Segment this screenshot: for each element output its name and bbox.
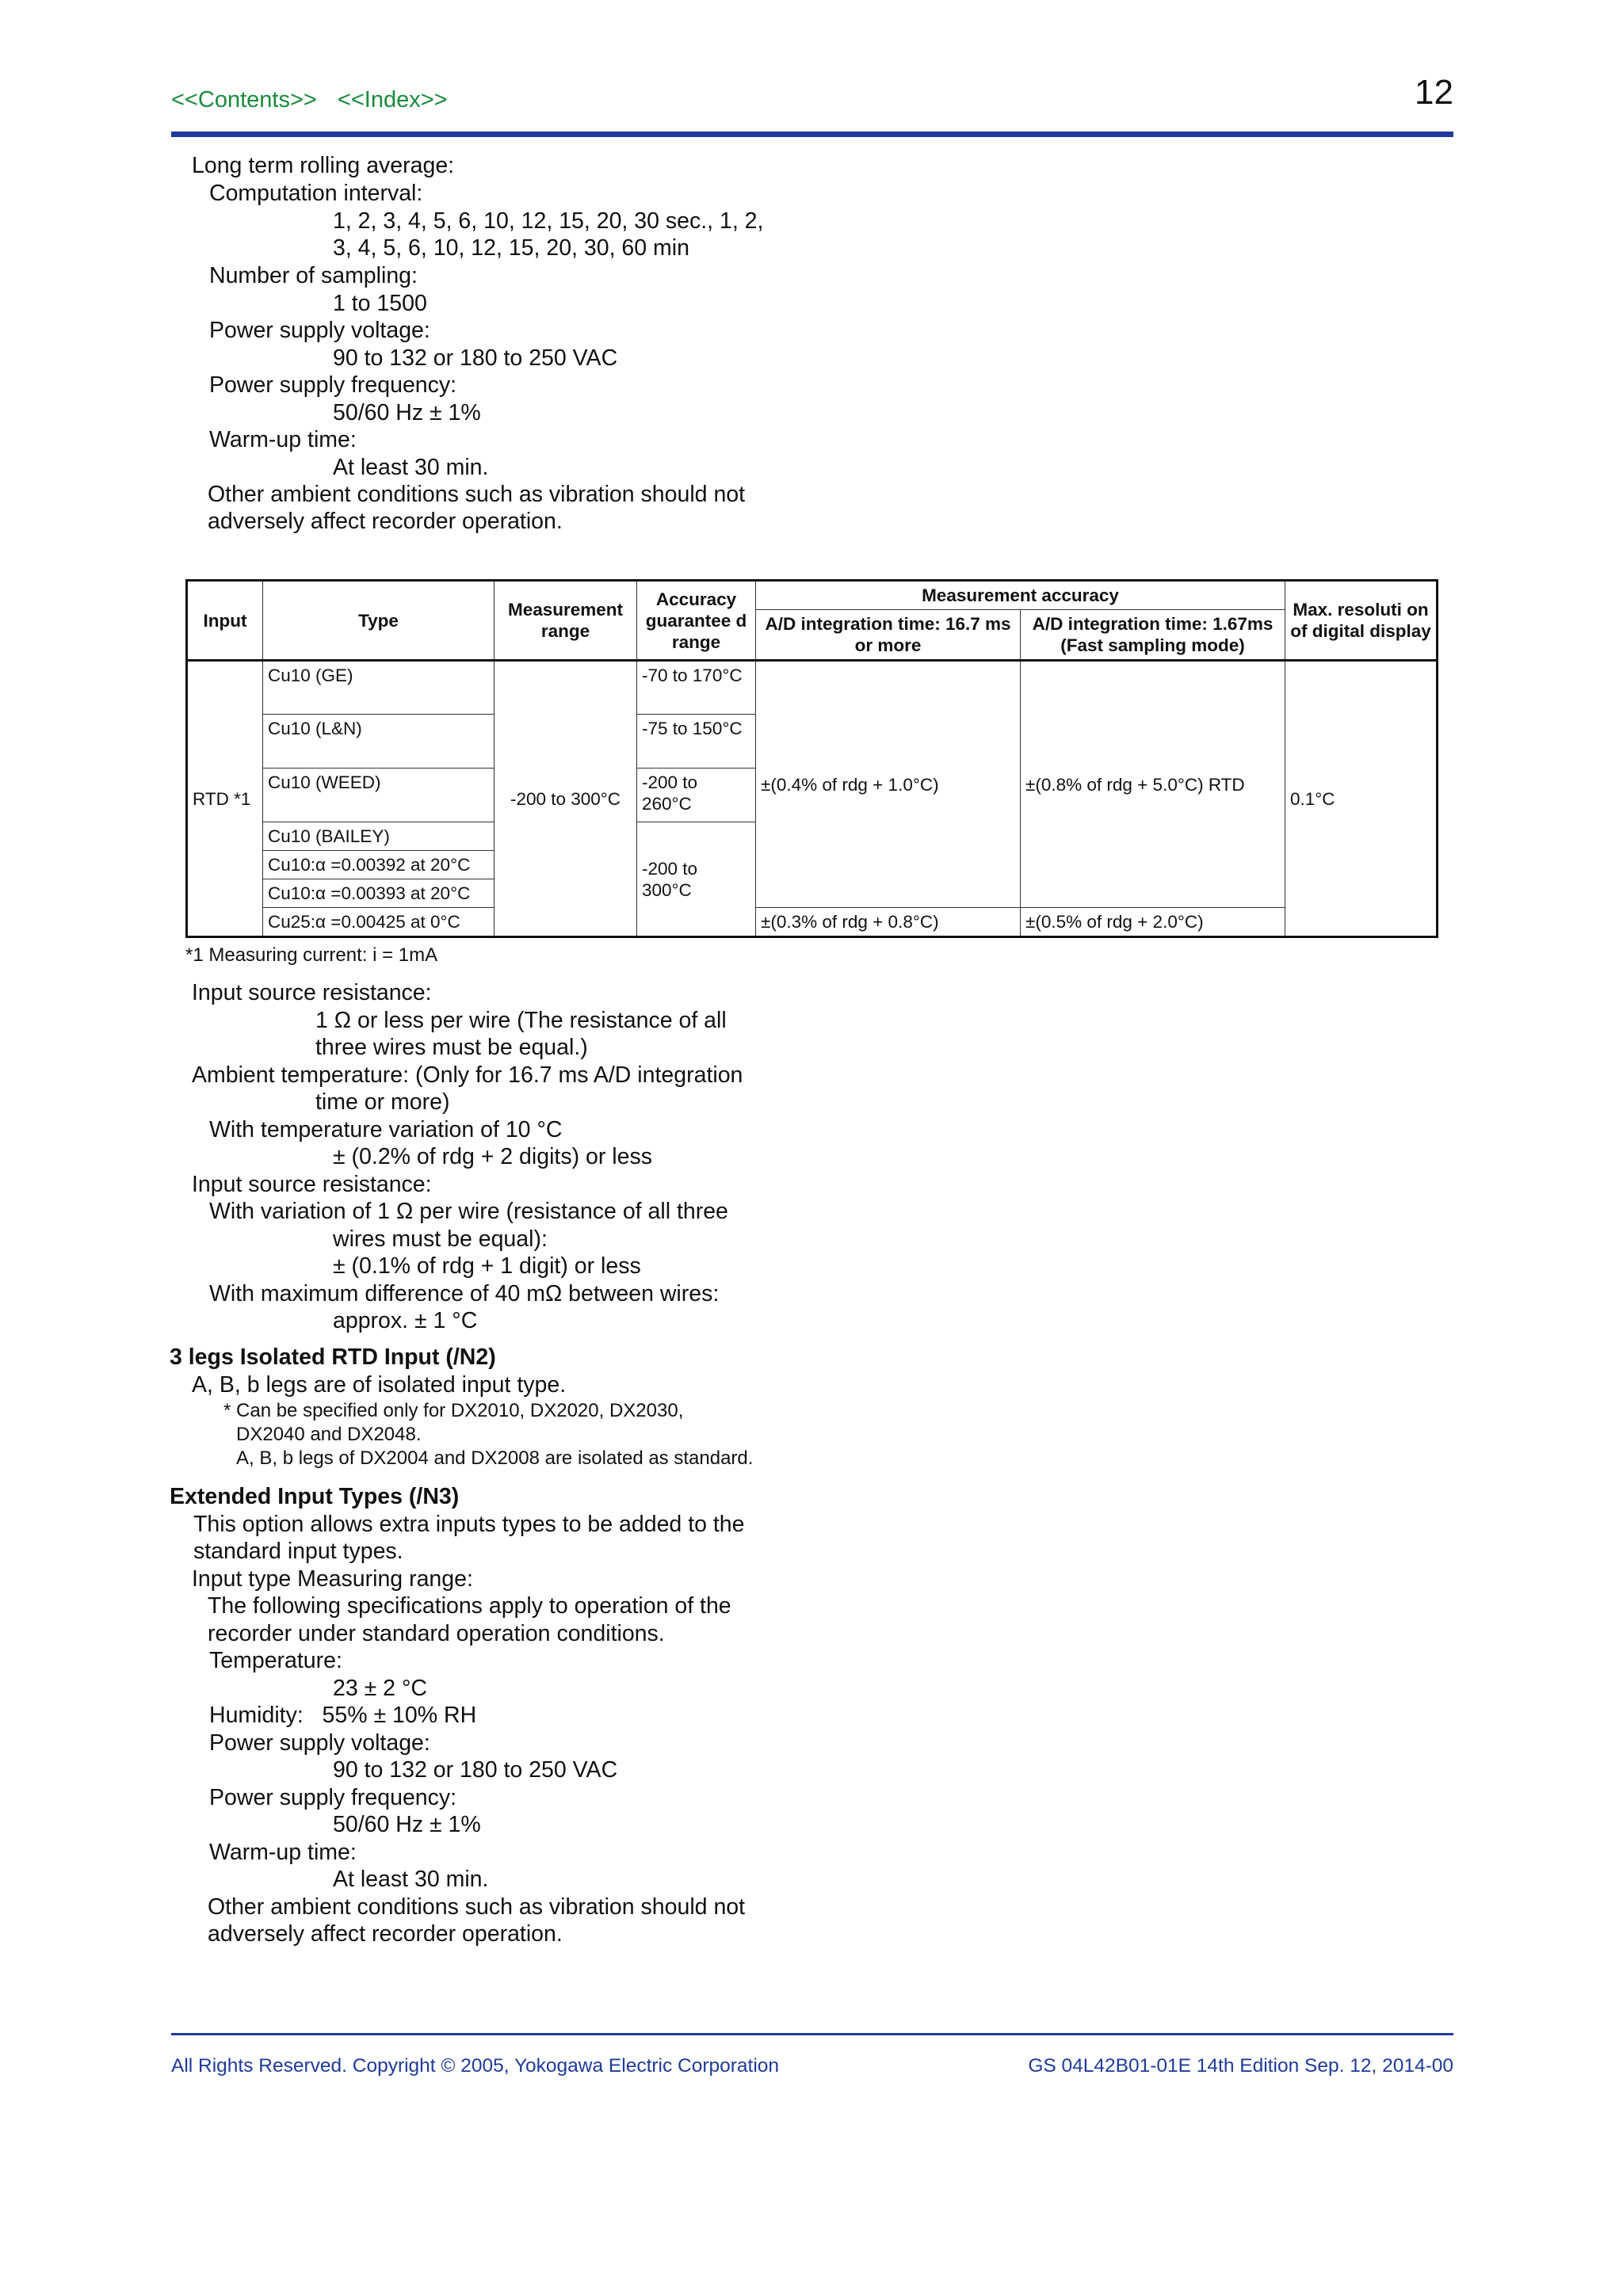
text-line: A, B, b legs are of isolated input type.: [192, 1372, 567, 1398]
text-line: Input type Measuring range:: [192, 1566, 473, 1592]
footer-rule: [171, 2033, 1453, 2035]
col-header-measurement-range: Measurement range: [495, 581, 637, 661]
text-line: Temperature:: [209, 1648, 342, 1673]
resolution-cell: 0.1°C: [1285, 661, 1438, 937]
text-line: 90 to 132 or 180 to 250 VAC: [333, 1757, 618, 1783]
accuracy-range-cell: -200 to 260°C: [637, 769, 756, 822]
text-line: Other ambient conditions such as vibration should not: [208, 482, 746, 507]
accuracy-range-cell: -200 to 300°C: [637, 822, 756, 937]
text-line: At least 30 min.: [333, 1867, 489, 1892]
text-line: Ambient temperature: (Only for 16.7 ms A/D integration: [192, 1062, 743, 1088]
text-line: 1 Ω or less per wire (The resistance of all: [315, 1008, 727, 1033]
text-line: Warm-up time:: [209, 427, 357, 452]
accuracy-range-cell: -70 to 170°C: [637, 661, 756, 715]
text-line: 1 to 1500: [333, 291, 427, 316]
text-line: adversely affect recorder operation.: [208, 509, 563, 534]
text-line: wires must be equal):: [333, 1226, 548, 1252]
rtd-spec-table: [185, 579, 1438, 938]
table-footnote: *1 Measuring current: i = 1mA: [185, 944, 438, 966]
text-line: With temperature variation of 10 °C: [209, 1117, 563, 1142]
text-line: 1, 2, 3, 4, 5, 6, 10, 12, 15, 20, 30 sec., 1, 2,: [333, 208, 764, 234]
text-line: With variation of 1 Ω per wire (resistance of all three: [209, 1199, 728, 1224]
accuracy-cu25-ad16-cell: ±(0.3% of rdg + 0.8°C): [756, 908, 1021, 937]
type-cell: Cu10 (WEED): [263, 769, 495, 822]
text-line: ± (0.2% of rdg + 2 digits) or less: [333, 1144, 652, 1169]
text-line: Computation interval:: [209, 181, 423, 206]
page-number: 12: [1415, 73, 1453, 112]
text-line: Input source resistance:: [192, 1172, 432, 1197]
type-cell: Cu25:α =0.00425 at 0°C: [263, 908, 495, 937]
col-header-ad-16-7: A/D integration time: 16.7 ms or more: [756, 610, 1021, 661]
note-line: A, B, b legs of DX2004 and DX2008 are isolated as standard.: [236, 1447, 754, 1469]
text-line: approx. ± 1 °C: [333, 1308, 478, 1333]
text-line: Input source resistance:: [192, 980, 432, 1005]
text-line: 90 to 132 or 180 to 250 VAC: [333, 345, 618, 371]
type-cell: Cu10:α =0.00392 at 20°C: [263, 851, 495, 879]
text-line: recorder under standard operation conditions.: [208, 1621, 665, 1646]
text-line: Other ambient conditions such as vibration should not: [208, 1894, 746, 1920]
text-line: At least 30 min.: [333, 455, 489, 480]
text-line: Power supply voltage:: [209, 1730, 430, 1756]
type-cell: Cu10 (GE): [263, 661, 495, 715]
text-line: adversely affect recorder operation.: [208, 1921, 563, 1947]
footer-copyright: All Rights Reserved. Copyright © 2005, Yokogawa Electric Corporation: [171, 2055, 780, 2077]
measurement-range-cell: -200 to 300°C: [495, 661, 637, 937]
footer-doc-id: GS 04L42B01-01E 14th Edition Sep. 12, 2014-00: [1028, 2055, 1453, 2077]
text-line: Power supply frequency:: [209, 1785, 457, 1810]
col-header-ad-1-67: A/D integration time: 1.67ms (Fast sampling mode): [1021, 610, 1285, 661]
text-line: Long term rolling average:: [192, 153, 455, 178]
header-rule: [171, 132, 1453, 137]
text-line: 50/60 Hz ± 1%: [333, 400, 481, 425]
header-nav: [171, 87, 462, 113]
text-line: Warm-up time:: [209, 1840, 357, 1865]
col-header-max-resolution: Max. resoluti on of digital display: [1285, 581, 1438, 661]
text-line: Humidity: 55% ± 10% RH: [209, 1703, 477, 1728]
accuracy-cu10-ad167-cell: ±(0.8% of rdg + 5.0°C) RTD: [1021, 661, 1285, 908]
text-line: three wires must be equal.): [315, 1035, 588, 1060]
accuracy-cu25-ad167-cell: ±(0.5% of rdg + 2.0°C): [1021, 908, 1285, 937]
text-line: 23 ± 2 °C: [333, 1676, 427, 1701]
text-line: With maximum difference of 40 mΩ between wires:: [209, 1281, 720, 1306]
col-header-accuracy-range: Accuracy guarantee d range: [637, 581, 756, 661]
col-header-type: Type: [263, 581, 495, 661]
input-cell: RTD *1: [187, 661, 263, 937]
col-header-input: Input: [187, 581, 263, 661]
text-line: 50/60 Hz ± 1%: [333, 1812, 481, 1837]
col-header-measurement-accuracy: Measurement accuracy: [756, 581, 1285, 610]
text-line: Power supply frequency:: [209, 372, 457, 398]
text-line: The following specifications apply to operation of the: [208, 1593, 731, 1619]
section-heading-n2: 3 legs Isolated RTD Input (/N2): [170, 1344, 496, 1370]
text-line: ± (0.1% of rdg + 1 digit) or less: [333, 1253, 641, 1279]
note-line: * Can be specified only for DX2010, DX2020, DX2030,: [223, 1400, 684, 1421]
accuracy-range-cell: -75 to 150°C: [637, 715, 756, 769]
index-link[interactable]: <<Index>>: [337, 87, 448, 113]
type-cell: Cu10:α =0.00393 at 20°C: [263, 879, 495, 908]
text-line: This option allows extra inputs types to be added to the: [193, 1512, 745, 1537]
contents-link[interactable]: <<Contents>>: [171, 87, 317, 113]
text-line: 3, 4, 5, 6, 10, 12, 15, 20, 30, 60 min: [333, 235, 689, 261]
text-line: Number of sampling:: [209, 263, 418, 288]
type-cell: Cu10 (BAILEY): [263, 822, 495, 851]
text-line: Power supply voltage:: [209, 318, 430, 343]
accuracy-cu10-ad16-cell: ±(0.4% of rdg + 1.0°C): [756, 661, 1021, 908]
text-line: standard input types.: [193, 1539, 403, 1564]
type-cell: Cu10 (L&N): [263, 715, 495, 769]
text-line: time or more): [315, 1089, 450, 1115]
note-line: DX2040 and DX2048.: [236, 1424, 422, 1445]
section-heading-n3: Extended Input Types (/N3): [170, 1484, 460, 1509]
